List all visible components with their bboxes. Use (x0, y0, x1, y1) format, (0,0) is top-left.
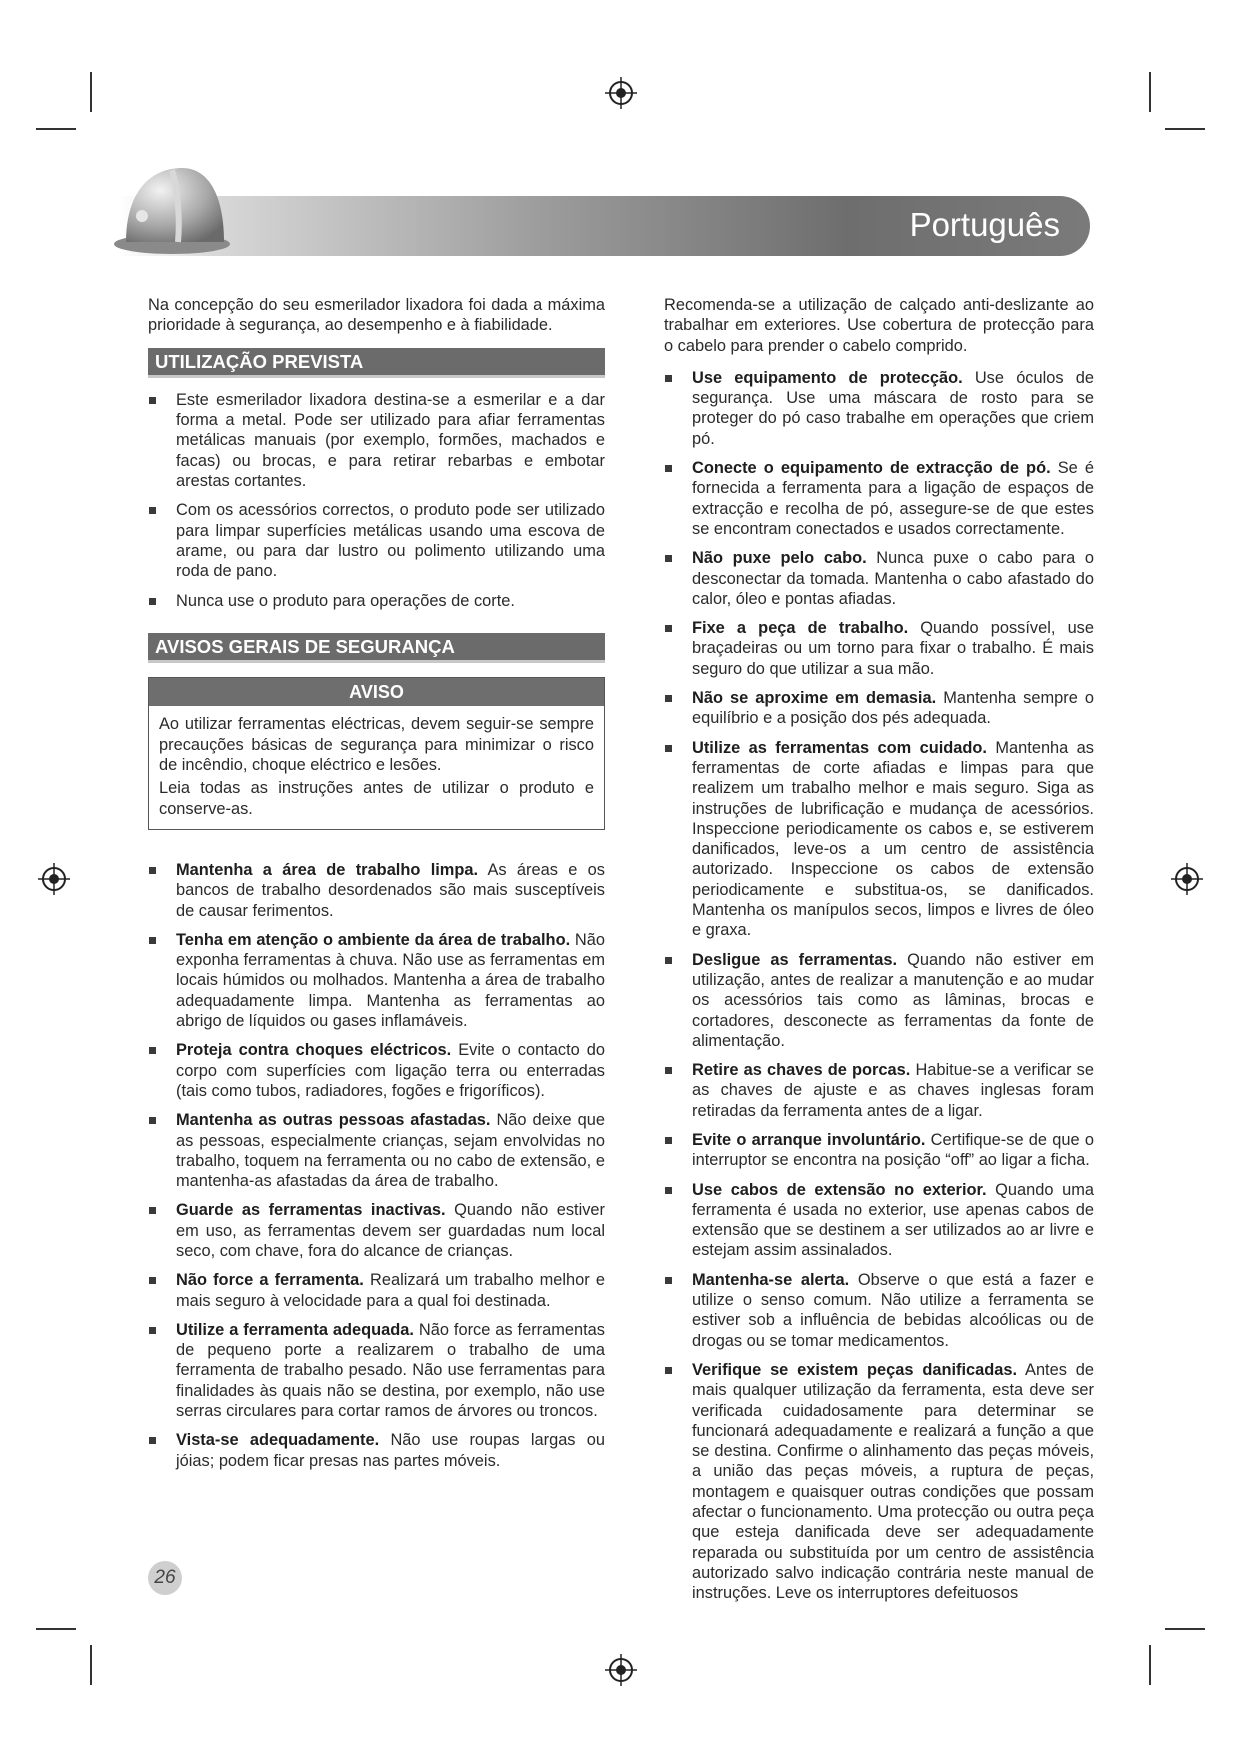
section-heading-intended-use: UTILIZAÇÃO PREVISTA (148, 348, 605, 378)
rule-title: Mantenha a área de trabalho limpa. (176, 860, 479, 879)
rule-text: Certifique-se de que o interruptor se encontra na posição “off” ao ligar a ficha. (692, 1130, 1094, 1170)
warning-title: AVISO (149, 678, 604, 706)
rule-title: Use cabos de extensão no exterior. (692, 1180, 987, 1199)
rule-text: Mantenha sempre o equilíbrio e a posição dos pés adequada. (692, 689, 1094, 728)
rule-title: Guarde as ferramentas inactivas. (176, 1201, 446, 1220)
rule-text: Quando uma ferramenta é usada no exterior, use apenas cabos de extensão que se destinem a ser utilizados ao ar livre e estejam assim assinalados. (692, 1180, 1095, 1260)
list-item (664, 1180, 1094, 1261)
rule-text: Use óculos de segurança. Use uma máscara de rosto para se proteger do pó caso trabalhe em operações que criem pó. (692, 368, 1094, 448)
list-item: Este esmerilador lixadora destina-se a esmerilar e a dar forma a metal. Pode ser utilizado para afiar ferramentas metálicas manuais (por exemplo, formões, machados e facas) ou brocas, e para retirar rebarbas e embotar arestas cortantes. (148, 390, 605, 491)
registration-mark-icon (604, 1653, 638, 1687)
warning-text: Ao utilizar ferramentas eléctricas, devem seguir-se sempre precauções básicas de segurança para minimizar o risco de incêndio, choque eléctrico e lesões. (159, 715, 594, 775)
list-item (664, 1360, 1094, 1604)
rule-text: Evite o contacto do corpo com superfícies com ligação terra ou enterradas (tais como tubos, radiadores, fogões e frigoríficos). (176, 1041, 605, 1100)
rule-title: Use equipamento de protecção. (692, 368, 963, 387)
rule-text: Não force as ferramentas de pequeno porte a realizarem o trabalho de uma ferramenta de trabalho pesado. Não use ferramentas para finalidades às quais não se destina, por exemplo, não use serras circulares para cortar ramos de árvores ou troncos. (176, 1320, 605, 1421)
rule-title: Fixe a peça de trabalho. (692, 619, 909, 638)
rule-text: Quando não estiver em utilização, antes de realizar a manutenção e ao mudar os acessórios tais como as lâminas, brocas e cortadores, desconecte as ferramentas da fonte de alimentação. (692, 950, 1095, 1050)
crop-mark (1165, 128, 1205, 130)
list-item: Com os acessórios correctos, o produto pode ser utilizado para limpar superfícies metálicas usando uma escova de arame, ou para dar lustro ou polimento utilizando uma roda de pano. (148, 500, 605, 581)
list-item (148, 1270, 605, 1311)
rule-text: Antes de mais qualquer utilização da ferramenta, esta deve ser verificada cuidadosamente para determinar se funcionará adequadamente e realizará a função a que se destina. Confirme o alinhamento das peças móveis, a união das peças móveis, a ruptura de peças, montagem e quaisquer outras condições que possam afectar o funcionamento. Uma protecção ou outra peça que esteja danificada deve ser adequadamente reparada ou substituída por um centro de assistência autorizado salvo indicação contrária neste manual de instruções. Leve os interruptores defeituosos (692, 1360, 1094, 1603)
rule-title: Não puxe pelo cabo. (692, 549, 867, 568)
crop-mark (36, 1628, 76, 1630)
rule-text: Quando não estiver em uso, as ferramentas devem ser guardadas num local seco, com chave, fora do alcance de crianças. (176, 1201, 605, 1260)
list-item (664, 1060, 1094, 1121)
rule-title: Evite o arranque involuntário. (692, 1130, 926, 1149)
rule-text: Observe o que está a fazer e utilize o senso comum. Não utilize a ferramenta se estiver sob a influência de bebidas alcoólicas ou de drogas ou se tomar medicamentos. (692, 1270, 1095, 1350)
list-item (148, 1320, 605, 1421)
list-item (664, 1130, 1094, 1171)
rule-title: Desligue as ferramentas. (692, 950, 898, 969)
crop-mark (90, 72, 92, 112)
rule-text: Se é fornecida a ferramenta para a ligação de espaços de extracção e recolha de pó, assegure-se de que estes se encontram conectados e usados correctamente. (692, 459, 1094, 538)
rule-title: Vista-se adequadamente. (176, 1431, 380, 1450)
intended-use-list (148, 390, 605, 611)
registration-mark-icon (37, 862, 71, 896)
list-item (148, 1040, 605, 1101)
crop-mark (36, 128, 76, 130)
left-column (148, 295, 605, 1480)
list-item (148, 1200, 605, 1261)
rule-text: Não use roupas largas ou jóias; podem ficar presas nas partes móveis. (176, 1431, 605, 1470)
rule-title: Proteja contra choques eléctricos. (176, 1041, 452, 1060)
rule-text: Habitue-se a verificar se as chaves de ajuste e as chaves inglesas foram retiradas da ferramenta antes de a ligar. (692, 1061, 1094, 1120)
continued-paragraph: Recomenda-se a utilização de calçado anti-deslizante ao trabalhar em exteriores. Use cobertura de protecção para o cabelo para prender o cabelo comprido. (664, 296, 1094, 355)
warning-text: Leia todas as instruções antes de utilizar o produto e conserve-as. (159, 779, 594, 818)
warning-box (148, 677, 605, 830)
right-column (664, 295, 1094, 1613)
section-heading-safety-warnings: AVISOS GERAIS DE SEGURANÇA (148, 633, 605, 663)
crop-mark (1149, 1645, 1151, 1685)
list-item (664, 548, 1094, 609)
rule-title: Tenha em atenção o ambiente da área de trabalho. (176, 930, 571, 949)
list-item (664, 738, 1094, 941)
header-banner (118, 196, 1090, 256)
registration-mark-icon (1170, 862, 1204, 896)
list-item (664, 688, 1094, 729)
crop-mark (90, 1645, 92, 1685)
list-item (148, 1430, 605, 1471)
crop-mark (1149, 72, 1151, 112)
safety-rules-list (148, 860, 605, 1471)
list-item (148, 1110, 605, 1191)
list-item: Nunca use o produto para operações de corte. (148, 591, 605, 611)
rule-title: Mantenha as outras pessoas afastadas. (176, 1111, 491, 1130)
rule-title: Não se aproxime em demasia. (692, 689, 937, 708)
rule-text: Nunca puxe o cabo para o desconectar da tomada. Mantenha o cabo afastado do calor, óleo e pontas afiadas. (692, 549, 1095, 608)
rule-text: Não deixe que as pessoas, especialmente crianças, sejam envolvidas no trabalho, toquem na ferramenta ou no cabo de extensão, e mantenha-as afastadas da área de trabalho. (176, 1111, 605, 1191)
list-item (664, 368, 1094, 449)
language-title: Português (909, 206, 1060, 243)
intro-paragraph: Na concepção do seu esmerilador lixadora foi dada a máxima prioridade à segurança, ao desempenho e à fiabilidade. (148, 296, 605, 335)
page-number: 26 (148, 1561, 182, 1595)
crop-mark (1165, 1628, 1205, 1630)
rule-title: Verifique se existem peças danificadas. (692, 1360, 1018, 1379)
rule-text: Mantenha as ferramentas de corte afiadas e limpas para que realizem um trabalho melhor e mais seguro. Siga as instruções de lubrificação e mudança de acessórios. Inspeccione periodicamente os cabos e, se estiverem danificados, leve-os a um centro de assistência autorizado. Inspeccione os cabos de extensão periodicamente e substitua-os, se danificados. Mantenha os manípulos secos, limpos e livres de óleo e graxa. (692, 738, 1094, 940)
rule-title: Não force a ferramenta. (176, 1271, 364, 1290)
safety-rules-list-continued (664, 368, 1094, 1604)
rule-title: Conecte o equipamento de extracção de pó. (692, 459, 1051, 478)
rule-text: Realizará um trabalho melhor e mais seguro à velocidade para a qual foi destinada. (176, 1271, 605, 1310)
rule-title: Utilize as ferramentas com cuidado. (692, 738, 987, 757)
rule-title: Mantenha-se alerta. (692, 1270, 850, 1289)
list-item (148, 930, 605, 1031)
list-item (664, 1270, 1094, 1351)
rule-text: Quando possível, use braçadeiras ou um torno para fixar o trabalho. É mais seguro do que utilizar a sua mão. (692, 619, 1094, 678)
safety-helmet-icon (112, 160, 232, 260)
rule-title: Utilize a ferramenta adequada. (176, 1320, 414, 1339)
rule-text: As áreas e os bancos de trabalho desordenados são mais susceptíveis de causar ferimentos. (176, 860, 605, 920)
list-item (664, 618, 1094, 679)
list-item (664, 950, 1094, 1051)
rule-text: Não exponha ferramentas à chuva. Não use as ferramentas em locais húmidos ou molhados. Mantenha a área de trabalho adequadamente limpa. Mantenha as ferramentas ao abrigo de líquidos ou gases inflamáveis. (176, 930, 605, 1031)
registration-mark-icon (604, 76, 638, 110)
list-item (148, 860, 605, 921)
rule-title: Retire as chaves de porcas. (692, 1061, 911, 1080)
list-item (664, 458, 1094, 539)
